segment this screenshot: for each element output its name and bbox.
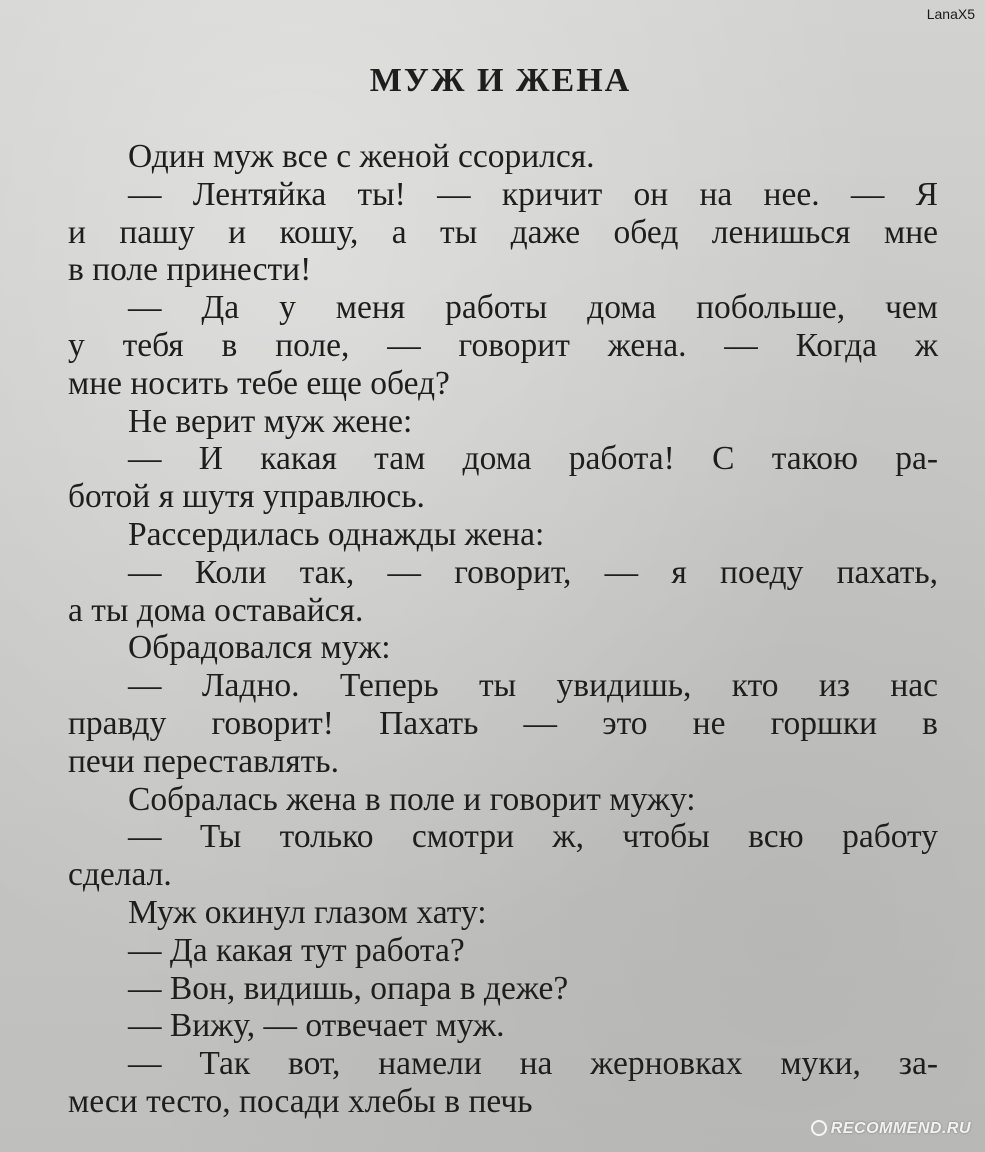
text-line: — Так вот, намели на жерновках муки, за- (128, 1045, 938, 1083)
paragraph (68, 138, 938, 176)
paragraph (68, 781, 938, 819)
paragraph (68, 970, 938, 1008)
text-line: Один муж все с женой ссорился. (128, 138, 595, 175)
paragraph (68, 667, 938, 780)
text-line: Обрадовался муж: (128, 629, 391, 667)
text-line: правду говорит! Пахать — это не горшки в (68, 704, 938, 742)
text-line: — Коли так, — говорит, — я поеду пахать, (128, 553, 938, 591)
text-line: и пашу и кошу, а ты даже обед ленишься мне (68, 213, 938, 251)
paragraph (68, 289, 938, 402)
text-line: мне носить тебе еще обед? (68, 364, 450, 402)
text-line: — Да какая тут работа? (128, 931, 465, 969)
paragraph (68, 554, 938, 630)
text-line: — Вон, видишь, опара в деже? (128, 969, 569, 1007)
text-line: — Ты только смотри ж, чтобы всю работу (128, 818, 938, 856)
text-line: Рассердилась однажды жена: (128, 515, 545, 553)
text-line: в поле принести! (68, 251, 312, 289)
watermark-logo-icon (811, 1120, 827, 1136)
paragraph (68, 629, 938, 667)
text-line: — И какая там дома работа! С такою ра- (128, 440, 938, 478)
text-line: у тебя в поле, — говорит жена. — Когда ж (68, 326, 938, 364)
story-text (68, 138, 938, 1121)
page-title: МУЖ И ЖЕНА (369, 62, 632, 99)
text-line: — Ладно. Теперь ты увидишь, кто из нас (128, 667, 938, 705)
paragraph (68, 818, 938, 894)
text-line: меси тесто, посади хлебы в печь (68, 1082, 533, 1120)
text-line: печи переставлять. (68, 742, 339, 780)
paragraph (68, 1045, 938, 1121)
paragraph (68, 176, 938, 289)
text-line: — Лентяйка ты! — кричит он на нее. — Я (128, 175, 938, 213)
text-line: — Вижу, — отвечает муж. (128, 1007, 505, 1045)
paragraph (68, 932, 938, 970)
paragraph (68, 440, 938, 516)
paragraph (68, 894, 938, 932)
text-line: — Да у меня работы дома побольше, чем (128, 289, 938, 327)
text-line: Муж окинул глазом хату: (128, 893, 487, 931)
text-line: сделал. (68, 856, 172, 894)
site-watermark-text: RECOMMEND.RU (830, 1120, 971, 1137)
text-line: а ты дома оставайся. (68, 591, 364, 629)
paragraph (68, 403, 938, 441)
text-line: Собралась жена в поле и говорит мужу: (128, 780, 696, 818)
text-line: Не верит муж жене: (128, 402, 413, 440)
paragraph (68, 516, 938, 554)
text-line: ботой я шутя управлюсь. (68, 478, 425, 516)
watermark-username: LanaX5 (926, 6, 975, 22)
site-watermark (811, 1120, 971, 1138)
paragraph (68, 1007, 938, 1045)
